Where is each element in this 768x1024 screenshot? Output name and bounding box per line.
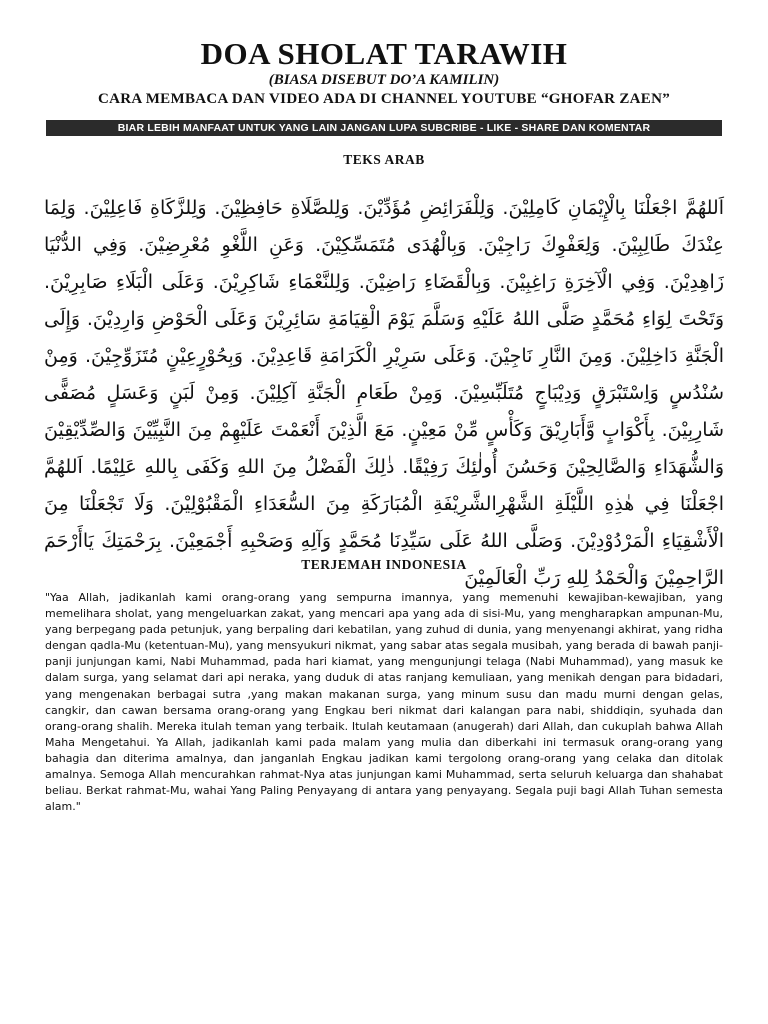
arabic-prayer-text: اَللهُمَّ اجْعَلْنَا بِالْإِيْمَانِ كَامِلِيْنَ. وَلِلْفَرَائِضِ مُؤَدِّيْنَ. وَلِلصَّلَاةِ حَافِظِيْنَ. وَلِلزَّكَاةِ فَاعِلِيْنَ. وَلِمَا عِنْدَكَ طَالِبِيْنَ. وَلِعَفْوِكَ رَاجِيْنَ. وَبِالْهُدَى مُتَمَسِّكِيْنَ. وَعَنِ اللَّغْوِ مُعْرِضِيْنَ. وَفِي الدُّنْيَا زَاهِدِيْنَ. وَفِي الْآخِرَةِ رَاغِبِيْنَ. وَبِالْقَضَاءِ رَاضِيْنَ. وَلِلنَّعْمَاءِ شَاكِرِيْنَ. وَعَلَى الْبَلَاءِ صَابِرِيْنَ. وَتَحْتَ لِوَاءِ مُحَمَّدٍ صَلَّى اللهُ عَلَيْهِ وَسَلَّمَ يَوْمَ الْقِيَامَةِ سَائِرِيْنَ وَعَلَى الْحَوْضِ وَارِدِيْنَ. وَإِلَى الْجَنَّةِ دَاخِلِيْنَ. وَمِنَ النَّارِ نَاجِيْنَ. وَعَلَى سَرِيْرِ الْكَرَامَةِ قَاعِدِيْنَ. وَبِحُوْرٍعِيْنٍ مُتَزَوِّجِيْنَ. وَمِنْ سُنْدُسٍ وَاِسْتَبْرَقٍ وَدِيْبَاجٍ مُتَلَبِّسِيْنَ. وَمِنْ طَعَامِ الْجَنَّةِ آكِلِيْنَ. وَمِنْ لَبَنٍ وَعَسَلٍ مُصَفًّى شَارِبِيْنَ. بِأَكْوَابٍ وَّأَبَارِيْقَ وَكَأْسٍ مِّنْ مَعِيْنٍ. مَعَ الَّذِيْنَ أَنْعَمْتَ عَلَيْهِمْ مِنَ النَّبِيِّيْنَ وَالصِّدِّيْقِيْنَ وَالشُّهَدَاءِ وَالصَّالِحِيْنَ وَحَسُنَ أُولٰئِكَ رَفِيْقًا. ذٰلِكَ الْفَضْلُ مِنَ اللهِ وَكَفَى بِاللهِ عَلِيْمًا. اَللهُمَّ اجْعَلْنَا فِي هٰذِهِ اللَّيْلَةِ الشَّهْرِالشَّرِيْفَةِ الْمُبَارَكَةِ مِنَ السُّعَدَاءِ الْمَقْبُوْلِيْنَ. وَلَا تَجْعَلْنَا مِنَ الْأَشْقِيَاءِ الْمَرْدُوْدِيْنَ. وَصَلَّى اللهُ عَلَى سَيِّدِنَا مُحَمَّدٍ وَآلِهِ وَصَحْبِهِ أَجْمَعِيْنَ. بِرَحْمَتِكَ يَاأَرْحَمَ الرَّاحِمِيْنَ وَالْحَمْدُ لِلهِ رَبِّ الْعَالَمِيْنَ [44,197,724,589]
page-title: DOA SHOLAT TARAWIH [200,36,568,71]
arabic-section-heading: TEKS ARAB [343,152,425,167]
youtube-channel-note: CARA MEMBACA DAN VIDEO ADA DI CHANNEL YOUTUBE “GHOFAR ZAEN” [97,91,671,107]
translation-section-heading: TERJEMAH INDONESIA [301,557,467,572]
indonesian-translation-text: "Yaa Allah, jadikanlah kami orang-orang yang sempurna imannya, yang memenuhi kewajiban-kewajiban, yang memelihara sholat, yang mengeluarkan zakat, yang mencari apa yang ada di sisi-Mu, yang mengharapkan ampunan-Mu, yang berpegang pada petunjuk, yang berpaling dari kebatilan, yang zuhud di dunia, yang menyenangi akhirat, yang ridha dengan qadla-Mu (ketentuan-Mu), yang mensyukuri nikmat, yang sabar atas segala musibah, yang berada di bawah panji-panji junjungan kami, Nabi Muhammad, pada hari kiamat, yang mengunjungi telaga (Nabi Muhammad), yang masuk ke dalam surga, yang selamat dari api neraka, yang duduk di atas ranjang kemuliaan, yang menikah dengan para bidadari, yang mengenakan berbagai sutra ,yang makan makanan surga, yang minum susu dan madu murni dengan gelas, cangkir, dan cawan bersama orang-orang yang Engkau beri nikmat dari kalangan para nabi, shiddiqin, syuhada dan orang-orang shalih. Mereka itulah teman yang terbaik. Itulah keutamaan (anugerah) dari Allah, dan cukuplah bahwa Allah Maha Mengetahui. Ya Allah, jadikanlah kami pada malam yang mulia dan diberkahi ini termasuk orang-orang yang bahagia dan diterima amalnya, dan janganlah Engkau jadikan kami tergolong orang-orang yang celaka dan ditolak amalnya. Semoga Allah mencurahkan rahmat-Nya atas junjungan kami Muhammad, serta seluruh keluarga dan shahabat beliau. Berkat rahmat-Mu, wahai Yang Paling Penyayang di antara yang penyayang. Segala puji bagi Allah Tuhan semesta alam." [45,591,723,814]
subscribe-banner: BIAR LEBIH MANFAAT UNTUK YANG LAIN JANGAN LUPA SUBCRIBE - LIKE - SHARE DAN KOMENTAR [46,120,722,136]
page-subtitle: (BIASA DISEBUT DO’A KAMILIN) [268,72,500,88]
